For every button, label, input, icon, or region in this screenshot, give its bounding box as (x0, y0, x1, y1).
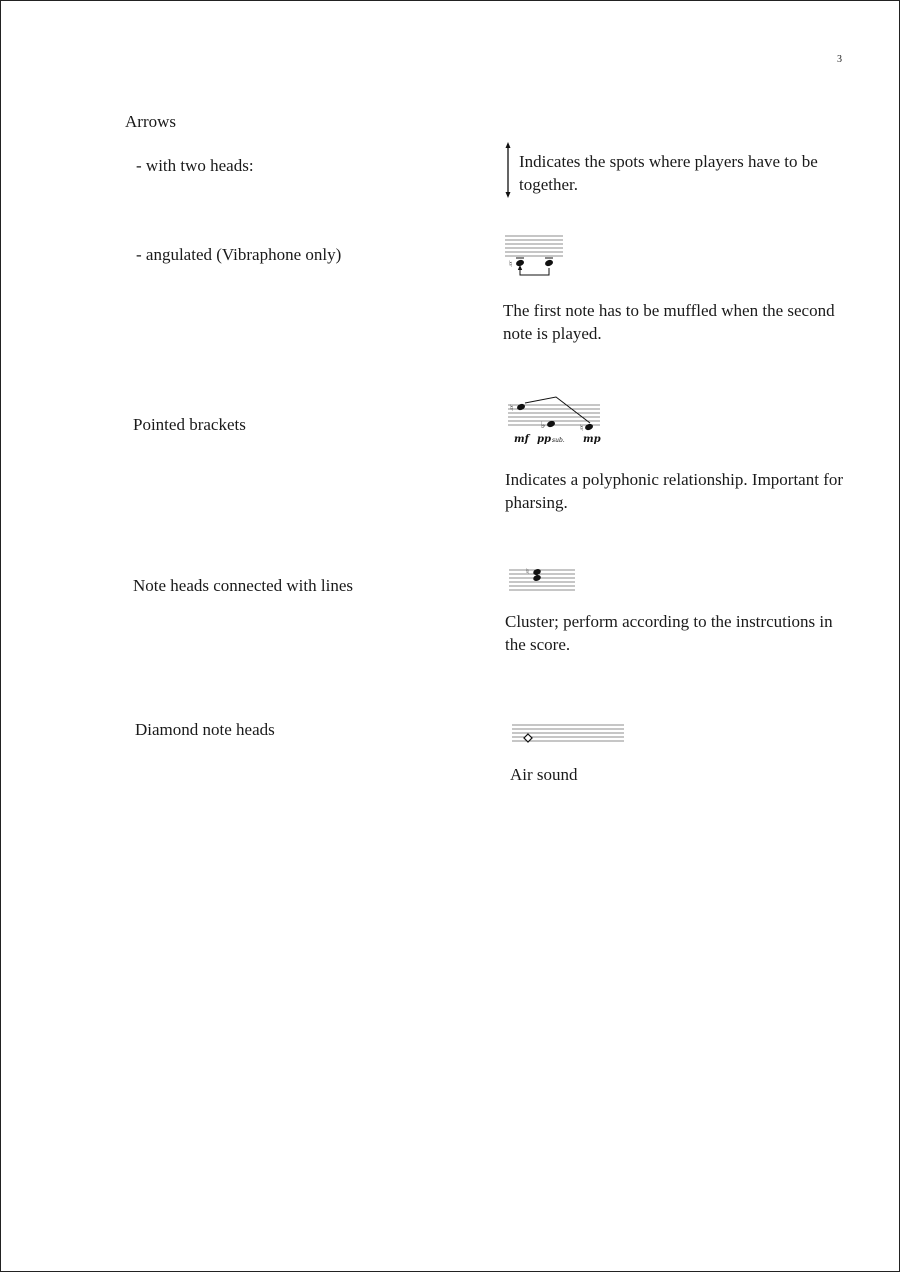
note-heads-lines-description: Cluster; perform according to the instrcutions in the score. (505, 612, 833, 654)
svg-text:♮: ♮ (509, 260, 513, 270)
angulated-description: The first note has to be muffled when the second note is played. (503, 301, 835, 343)
pointed-brackets-description: Indicates a polyphonic relationship. Important for pharsing. (505, 470, 844, 512)
pointed-brackets-label: Pointed brackets (133, 415, 246, 434)
dynamic-mf: mf (514, 434, 529, 445)
note-heads-lines-label: Note heads connected with lines (133, 576, 353, 595)
angulated-label: - angulated (Vibraphone only) (136, 245, 342, 264)
angulated-arrow-notation (505, 234, 569, 280)
diamond-notehead-notation (510, 722, 628, 746)
double-headed-arrow-icon (503, 142, 515, 198)
svg-text:♭: ♭ (541, 421, 546, 431)
arrows-heading: Arrows (125, 112, 176, 131)
pointed-brackets-notation (508, 394, 604, 452)
svg-text:♮: ♮ (526, 567, 529, 576)
diamond-label: Diamond note heads (135, 720, 275, 739)
two-heads-label: - with two heads: (136, 156, 254, 175)
diamond-description: Air sound (510, 765, 578, 784)
dynamic-pp: pp (537, 434, 551, 445)
two-heads-description: Indicates the spots where players have to be together. (519, 152, 818, 194)
page-number: 3 (837, 54, 842, 65)
dynamic-sub: sub. (552, 437, 565, 444)
dynamic-mp: mp (583, 434, 601, 445)
cluster-notation (509, 564, 579, 596)
svg-text:♮: ♮ (580, 424, 584, 434)
svg-text:♮: ♮ (510, 404, 514, 414)
